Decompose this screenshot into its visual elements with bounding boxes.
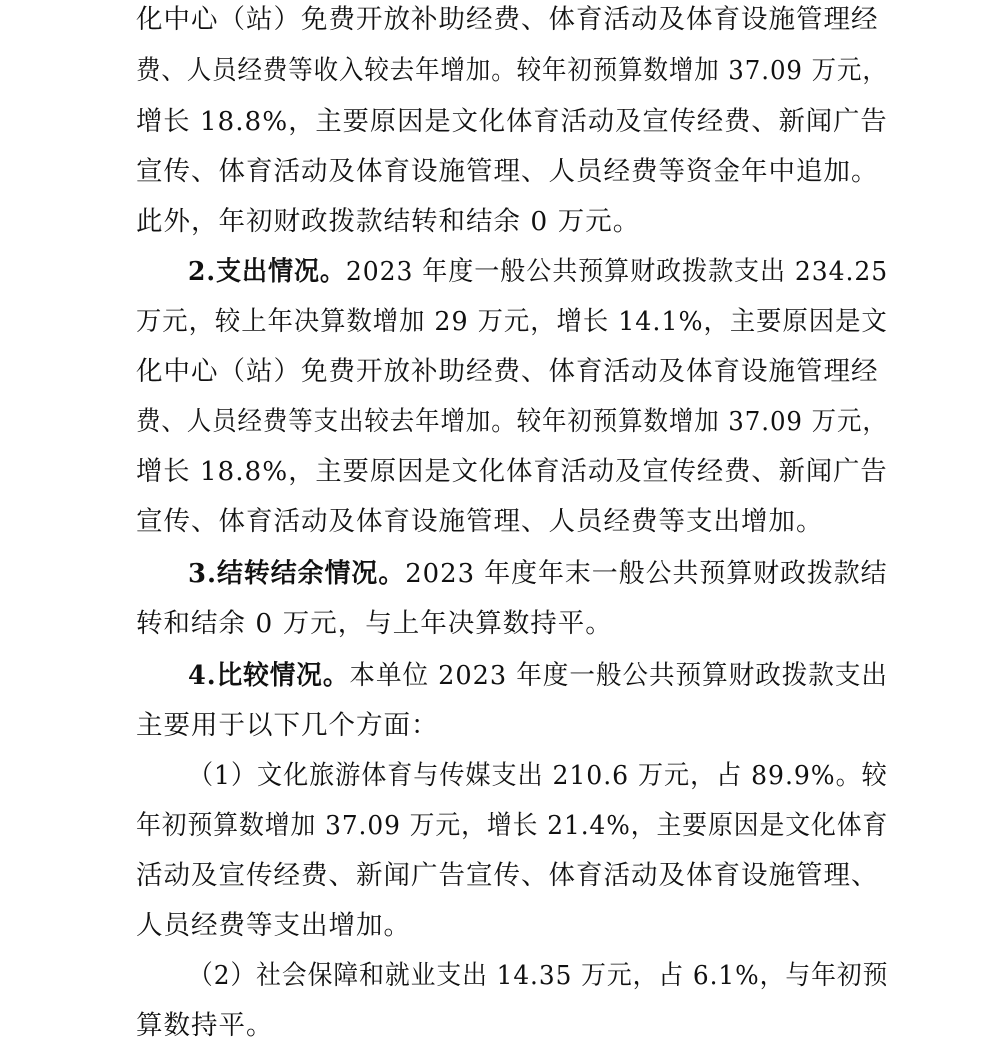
- paragraph-line: 增长 18.8%，主要原因是文化体育活动及宣传经费、新闻广告: [136, 106, 888, 137]
- paragraph-line: 年初预算数增加 37.09 万元，增长 21.4%，主要原因是文化体育: [136, 810, 889, 841]
- section-2-text: 2023 年度一般公共预算财政拨款支出 234.25: [345, 256, 889, 287]
- section-2-heading: 2.支出情况。: [188, 256, 346, 287]
- paragraph-line: 此外，年初财政拨款结转和结余 0 万元。: [136, 206, 641, 237]
- section-4-heading: 4.比较情况。: [188, 660, 350, 691]
- paragraph-line: 主要用于以下几个方面：: [136, 710, 439, 741]
- section-4-first-line: [188, 659, 888, 693]
- item-1-first-line: （1）文化旅游体育与传媒支出 210.6 万元，占 89.9%。较: [188, 760, 888, 791]
- section-2-first-line: [188, 255, 888, 289]
- section-3-first-line: [188, 557, 888, 591]
- item-2-first-line: （2）社会保障和就业支出 14.35 万元，占 6.1%，与年初预: [188, 960, 889, 991]
- paragraph-line: 增长 18.8%，主要原因是文化体育活动及宣传经费、新闻广告: [136, 456, 888, 487]
- paragraph-line: 宣传、体育活动及体育设施管理、人员经费等资金年中追加。: [136, 156, 879, 187]
- section-4-text: 本单位 2023 年度一般公共预算财政拨款支出: [349, 660, 888, 691]
- paragraph-line: 万元，较上年决算数增加 29 万元，增长 14.1%，主要原因是文: [136, 306, 888, 337]
- paragraph-line: 转和结余 0 万元，与上年决算数持平。: [136, 608, 613, 639]
- paragraph-line: 人员经费等支出增加。: [136, 910, 411, 941]
- paragraph-line: 费、人员经费等支出较去年增加。较年初预算数增加 37.09 万元，: [136, 406, 888, 437]
- paragraph-line: 宣传、体育活动及体育设施管理、人员经费等支出增加。: [136, 506, 824, 537]
- paragraph-line: 算数持平。: [136, 1010, 274, 1041]
- paragraph-line: 化中心（站）免费开放补助经费、体育活动及体育设施管理经: [136, 4, 879, 35]
- paragraph-line: 费、人员经费等收入较去年增加。较年初预算数增加 37.09 万元，: [136, 55, 888, 86]
- section-3-text: 2023 年度年末一般公共预算财政拨款结: [405, 558, 888, 589]
- paragraph-line: 活动及宣传经费、新闻广告宣传、体育活动及体育设施管理、: [136, 860, 879, 891]
- section-3-heading: 3.结转结余情况。: [188, 558, 406, 589]
- paragraph-line: 化中心（站）免费开放补助经费、体育活动及体育设施管理经: [136, 356, 879, 387]
